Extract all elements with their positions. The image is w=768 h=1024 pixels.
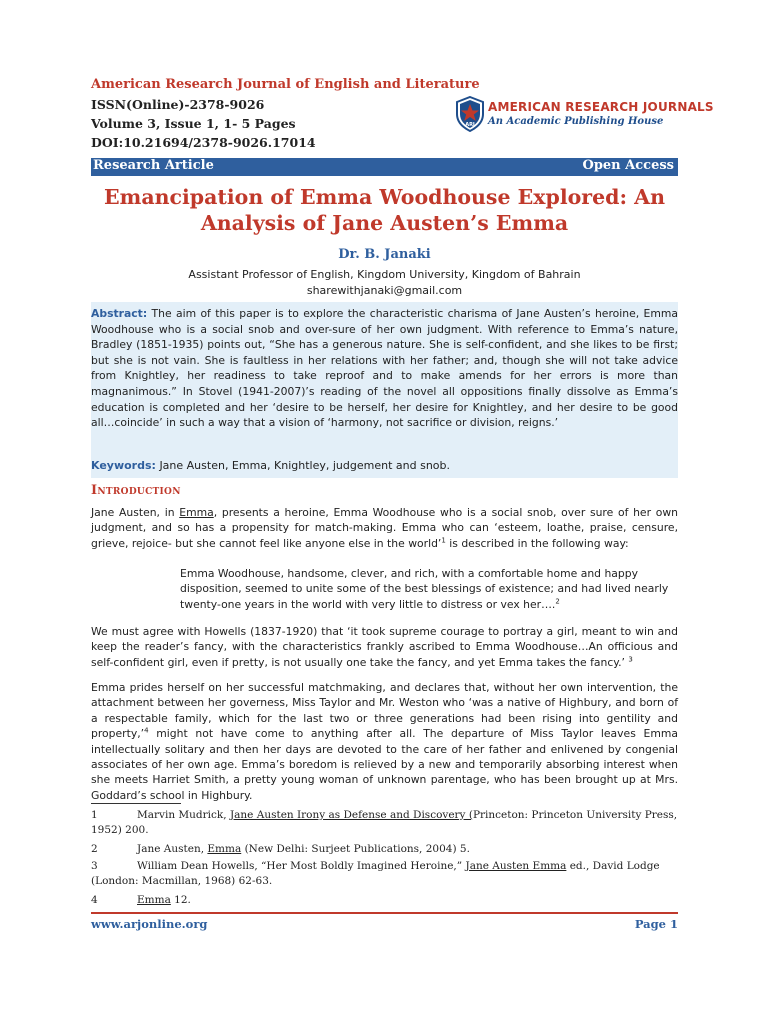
- paragraph-1: Jane Austen, in Emma, presents a heroine, Emma Woodhouse who is a social snob, over sure of her own judgment, and so has a propensity for match-making. Emma who can ‘esteem, loathe, praise, censure, grieve, rejoice- but she cannot feel like anyone else in the world’$^1$ is described in the following way:: [91, 506, 678, 550]
- keywords: [91, 459, 678, 472]
- footnote-ref-1: 1: [441, 536, 446, 545]
- title-line-1: Emancipation of Emma Woodhouse Explored: An: [104, 185, 665, 209]
- footnote-ref-4: 4: [144, 726, 149, 735]
- logo-title: AMERICAN RESEARCH JOURNALS: [488, 100, 714, 114]
- author-name: Dr. B. Janaki: [338, 247, 431, 262]
- footer-rule: [91, 912, 678, 914]
- footer-url-link[interactable]: www.arjonline.org: [91, 917, 208, 931]
- emma-title-underlined: Emma: [179, 506, 214, 519]
- author-email: sharewithjanaki@gmail.com: [306, 284, 463, 297]
- page-number: Page 1: [634, 917, 678, 931]
- article-type-bar: [91, 158, 678, 176]
- footnote-2: 2 Jane Austen, Emma (New Delhi: Surjeet Publications, 2004) 5.: [91, 843, 470, 855]
- section-heading-introduction: Introduction: [91, 483, 181, 498]
- paragraph-3: Emma prides herself on her successful matchmaking, and declares that, without her own intervention, the attachment between her governess, Miss Taylor and Mr. Weston who ‘was a native of Highbury, and born of a respectable family, which for the last two or three generations had been rising into gentility and property,’$^4$ might not have come to anything after all. The departure of Miss Taylor leaves Emma intellectually solitary and then her days are devoted to the care of her father and enlivened by congenial associates of her own age. Emma’s boredom is relieved by a new and temporarily absorbing interest when she meets Harriet Smith, a pretty young woman of unknown parentage, who has been brought up at Mrs. Goddard’s school in Highbury.: [91, 681, 678, 802]
- author-affiliation: Assistant Professor of English, Kingdom University, Kingdom of Bahrain: [188, 268, 581, 281]
- access-type: Open Access: [582, 158, 674, 173]
- title-line-2: Analysis of Jane Austen’s Emma: [200, 211, 569, 235]
- star-shield-icon: [455, 96, 485, 132]
- issn: ISSN(Online)-2378-9026: [91, 97, 265, 112]
- keywords-text: Jane Austen, Emma, Knightley, judgement and snob.: [159, 459, 451, 472]
- logo-subtitle: An Academic Publishing House: [488, 116, 664, 127]
- volume-info: Volume 3, Issue 1, 1- 5 Pages: [91, 116, 296, 131]
- footnote-1: 1 Marvin Mudrick, Jane Austen Irony as Defense and Discovery (Princeton: Princeton University Press, 1952) 200.: [91, 809, 678, 836]
- abstract-text: The aim of this paper is to explore the characteristic charisma of Jane Austen’s heroine, Emma Woodhouse who is a social snob and over-sure of her own judgment. With reference to Emma’s nature, Bradley (1851-1935) points out, “She has a generous nature. She is self-confident, and she likes to be first; but she is not vain. She is faultless in her relations with her father; and, though she will not take advice from Knightley, her readiness to take reproof and to make amends for her errors is more than magnanimous.” In Stovel (1941-2007)’s reading of the novel all oppositions finally dissolve as Emma’s education is completed and her ‘desire to be herself, her desire for Knightley, and her desire to be good all…coincide’ in such a way that a vision of ‘harmony, not sacrifice or division, reigns.’: [91, 307, 678, 430]
- block-quote: Emma Woodhouse, handsome, clever, and rich, with a comfortable home and happy disposition, seemed to unite some of the best blessings of existence; and had lived nearly twenty-one years in the world with very little to distress or vex her….$^2$: [180, 567, 669, 611]
- abstract-label: Abstract:: [91, 307, 148, 320]
- footnote-4: 4 Emma 12.: [91, 894, 191, 906]
- journal-name: American Research Journal of English and Literature: [91, 77, 480, 92]
- footnote-rule: [91, 803, 181, 804]
- paragraph-2: We must agree with Howells (1837-1920) that ‘it took supreme courage to portray a girl, meant to win and keep the reader’s fancy, with the characteristics frankly ascribed to Emma Woodhouse…An officious and self-confident girl, even if pretty, is not usually one take the fancy, and yet Emma takes the fancy.’ $^3$: [91, 625, 678, 669]
- footnote-ref-3: 3: [628, 655, 633, 664]
- article-type: Research Article: [93, 158, 214, 173]
- logo-mark-text: ARJ: [465, 122, 475, 128]
- footnote-3: 3 William Dean Howells, “Her Most Boldly Imagined Heroine,” Jane Austen Emma ed., David Lodge (London: Macmillan, 1968) 62-63.: [91, 860, 660, 887]
- footnote-ref-2: 2: [555, 597, 560, 606]
- doi: DOI:10.21694/2378-9026.17014: [91, 135, 316, 150]
- article-title: [91, 184, 678, 236]
- publisher-logo: [455, 94, 714, 134]
- abstract: [91, 306, 678, 431]
- keywords-label: Keywords:: [91, 459, 156, 472]
